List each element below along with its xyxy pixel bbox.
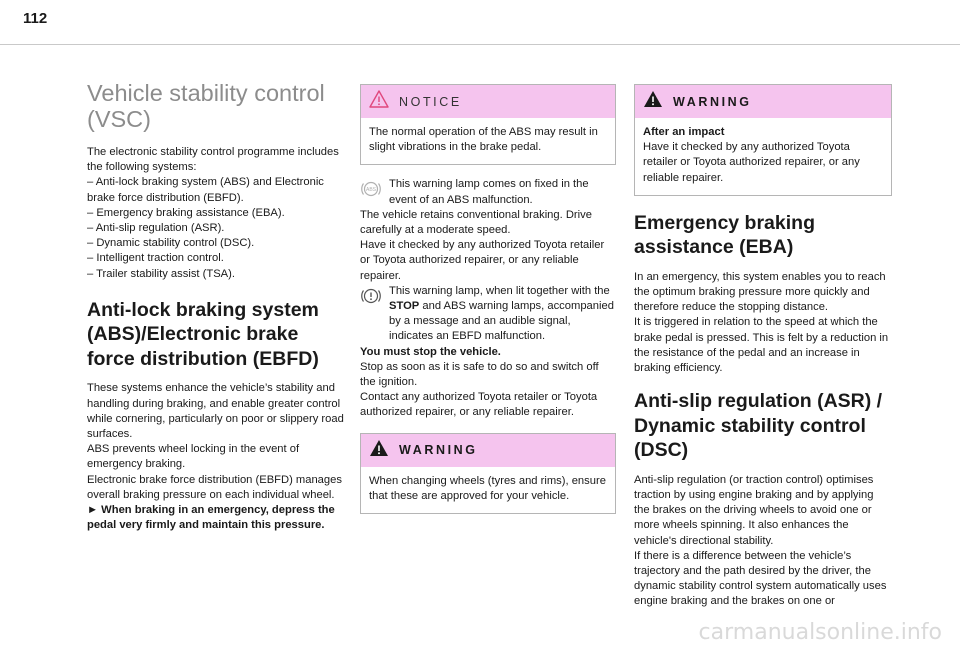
brake-lamp-text-a: This warning lamp, when lit together with the xyxy=(389,284,610,297)
asr-paragraph-1: Anti-slip regulation (or traction control) optimises traction by using engine braking and by applying the brakes on the driving wheels to avoid one or more wheels spinning. It also enhances the vehicle's directional stability. xyxy=(634,473,874,547)
list-item: – Trailer stability assist (TSA). xyxy=(87,267,235,280)
systems-list xyxy=(87,175,347,281)
warning-header xyxy=(635,85,891,118)
asr-heading: Anti-slip regulation (ASR) / Dynamic stability control (DSC) xyxy=(634,390,883,462)
contact-paragraph: Contact any authorized Toyota retailer or Toyota authorized repairer, or any reliable repairer. xyxy=(360,391,598,419)
column-2 xyxy=(360,84,616,514)
brake-warning-lamp-icon xyxy=(360,285,382,307)
abs-warning-lamp-icon xyxy=(360,178,382,200)
eba-paragraph-2: It is triggered in relation to the speed at which the brake pedal is pressed. This is felt by a reduction in the resistance of the pedal and an increase in braking efficiency. xyxy=(634,316,889,375)
watermark: carmanualsonline.info xyxy=(698,620,942,645)
column-1 xyxy=(87,80,347,533)
section-title-line1: Vehicle stability control xyxy=(87,80,325,106)
abs-heading: Anti-lock braking system (ABS)/Electronic brake force distribution (EBFD) xyxy=(87,298,319,370)
intro-text: The electronic stability control programme includes the following systems: xyxy=(87,146,339,174)
section-title-line2: (VSC) xyxy=(87,106,151,132)
impact-text: Have it checked by any authorized Toyota retailer or Toyota authorized repairer, or any reliable repairer. xyxy=(643,141,860,184)
header-divider xyxy=(0,44,960,45)
list-item: – Intelligent traction control. xyxy=(87,252,224,265)
stop-word: STOP xyxy=(389,300,420,313)
abs-lamp-text: This warning lamp comes on fixed in the event of an ABS malfunction. xyxy=(389,178,589,206)
column-3 xyxy=(634,84,892,610)
notice-label: NOTICE xyxy=(399,94,462,109)
eba-heading: Emergency braking assistance (EBA) xyxy=(634,211,815,259)
warning-icon xyxy=(643,90,663,113)
warning-box-impact xyxy=(634,84,892,196)
notice-icon xyxy=(369,90,389,113)
abs-lamp-paragraph-2: The vehicle retains conventional braking. Drive carefully at a moderate speed. xyxy=(360,208,592,237)
abs-lamp-row xyxy=(360,177,616,207)
stop-paragraph: Stop as soon as it is safe to do so and switch off the ignition. xyxy=(360,360,599,389)
list-item: – Anti-lock braking system (ABS) and Electronic brake force distribution (EBFD). xyxy=(87,176,324,204)
list-item: – Emergency braking assistance (EBA). xyxy=(87,206,285,219)
warning-text: When changing wheels (tyres and rims), ensure that these are approved for your vehicle. xyxy=(369,474,606,502)
warning-header xyxy=(361,434,615,467)
asr-paragraph-2: If there is a difference between the vehicle’s trajectory and the path desired by the driver, the dynamic stability control system automatically uses engine braking and the brakes on one or xyxy=(634,549,887,608)
brake-lamp-text-b: and ABS warning lamps, accompanied by a message and an audible signal, indicates an EBFD malfunction. xyxy=(389,300,614,343)
list-item: – Dynamic stability control (DSC). xyxy=(87,237,255,250)
warning-icon xyxy=(369,439,389,462)
page-number: 112 xyxy=(23,10,48,27)
warning-box-wheels xyxy=(360,433,616,514)
must-stop-text: You must stop the vehicle. xyxy=(360,345,501,358)
brake-lamp-row xyxy=(360,284,616,345)
abs-paragraph-1: These systems enhance the vehicle’s stability and handling during braking, and enable greater control while cornering, particularly on poor or slippery road surfaces. xyxy=(87,382,344,440)
eba-paragraph-1: In an emergency, this system enables you to reach the optimum braking pressure more quickly and therefore reduce the stopping distance. xyxy=(634,270,886,314)
warning-label: WARNING xyxy=(399,443,478,458)
notice-box xyxy=(360,84,616,165)
brake-lamp-text xyxy=(389,284,616,345)
abs-instruction: ► When braking in an emergency, depress the pedal very firmly and maintain this pressure. xyxy=(87,503,335,532)
list-item: – Anti-slip regulation (ASR). xyxy=(87,222,225,235)
abs-lamp-paragraph-3: Have it checked by any authorized Toyota retailer or Toyota authorized repairer, or any reliable repairer. xyxy=(360,239,605,282)
section-title xyxy=(87,80,347,132)
svg-text:ABS: ABS xyxy=(365,187,377,194)
notice-header xyxy=(361,85,615,118)
warning-label: WARNING xyxy=(673,94,752,109)
impact-title: After an impact xyxy=(643,126,725,138)
abs-paragraph-2: ABS prevents wheel locking in the event of emergency braking. xyxy=(87,443,300,471)
abs-paragraph-3: Electronic brake force distribution (EBFD) manages overall braking pressure on each individual wheel. xyxy=(87,473,342,501)
notice-text: The normal operation of the ABS may result in slight vibrations in the brake pedal. xyxy=(369,126,598,154)
